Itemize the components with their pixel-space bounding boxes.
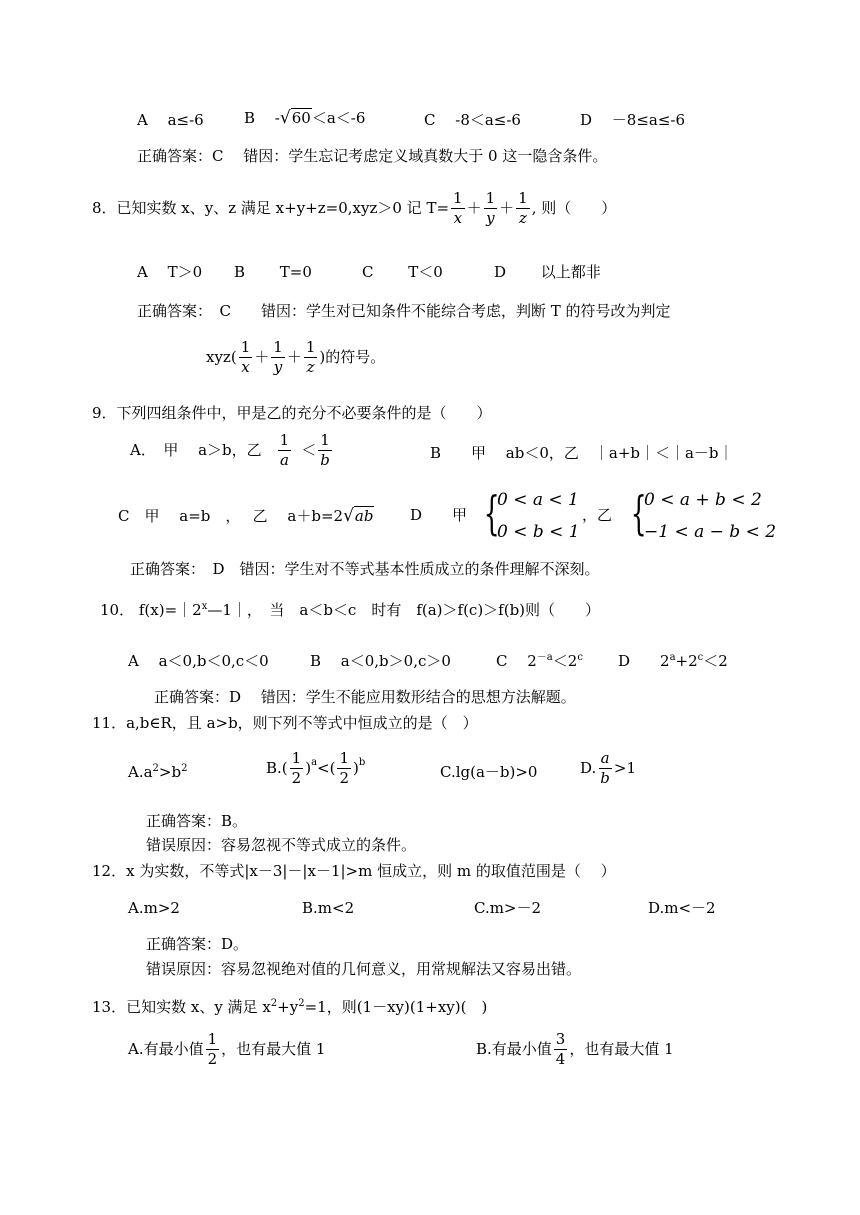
q11-option-c: C.lg(a－b)>0: [440, 763, 538, 781]
q8-option-d: D 以上都非: [494, 263, 601, 281]
q9-answer: 正确答案： D 错因：学生对不等式基本性质成立的条件理解不深刻。: [130, 560, 600, 578]
q8-option-b: B T=0: [234, 263, 312, 281]
q8-option-a: A T＞0: [137, 263, 203, 281]
q11-answer: 正确答案：B。: [146, 812, 248, 830]
q8-answer: 正确答案： C 错因：学生对已知条件不能综合考虑，判断 T 的符号改为判定: [137, 302, 671, 320]
q7-answer: 正确答案：C 错因：学生忘记考虑定义域真数大于 0 这一隐含条件。: [137, 147, 608, 165]
q10-stem: 10． $f(x)=|2^x—1|$， 当 a＜b＜c 时有 f(a)＞f(c)＞f(b)则（ ）: [100, 601, 601, 619]
q13-stem: 13．已知实数 x、y 满足 $x^2+y^2=1$，则(1－xy)(1+xy)( ): [92, 998, 488, 1016]
q11-error-reason: 错误原因：容易忽视不等式成立的条件。: [146, 836, 417, 854]
q7-option-d: D －8≤a≤-6: [580, 111, 686, 129]
q7-option-a: A a≤-6: [137, 111, 204, 129]
q12-option-c: C.m>－2: [474, 899, 542, 917]
q8-stem: 8．已知实数 x、y、z 满足 x+y+z=0,xyz＞0 记 T= $\frac{1}{x}$ ＋ 1 y ＋ 1 z , 则（ ）: [92, 189, 617, 228]
q8-option-c: C T＜0: [362, 263, 443, 281]
q10-option-b: B a＜0,b＞0,c＞0: [310, 652, 451, 670]
q8-answer-cont: xyz( 1 x ＋ 1 y ＋ 1 z )的符号。: [206, 338, 386, 377]
q12-option-b: B.m<2: [302, 899, 355, 917]
q9-option-a: A． 甲 a＞b，乙 1 a ＜ 1 b: [130, 431, 330, 470]
q7-option-c: C -8＜a≤-6: [424, 111, 521, 129]
q12-option-d: D.m<－2: [648, 899, 716, 917]
q9-stem: 9．下列四组条件中，甲是乙的充分不必要条件的是（ ）: [92, 404, 492, 422]
q7-option-b: B -√60＜a＜-6: [244, 108, 366, 128]
q10-answer: 正确答案：D 错因：学生不能应用数形结合的思想方法解题。: [154, 688, 576, 706]
q9-system-jia: { 0 < a < 1 0 < b < 1: [483, 486, 580, 542]
q12-option-a: A.m>2: [128, 899, 180, 917]
q9-option-c: C 甲 a=b ， 乙 a＋b=2√ab: [118, 506, 374, 526]
q11-option-d: D. a b >1: [580, 749, 636, 788]
q12-stem: 12．x 为实数，不等式|x－3|－|x－1|>m 恒成立，则 m 的取值范围是（ ）: [92, 862, 616, 880]
q12-answer: 正确答案：D。: [146, 935, 249, 953]
q9-option-b: B 甲 ab＜0，乙 ｜a+b｜＜｜a－b｜: [430, 444, 734, 462]
q11-option-b: B.( 1 2 ) $^a$ <( 1 2 ) $^b$: [266, 749, 366, 788]
q9-option-d-label: D 甲: [410, 506, 468, 524]
q9-system-yi: { 0 < a + b < 2 −1 < a − b < 2: [630, 486, 777, 542]
q10-option-c: C $2^{-a}<2^c$: [496, 652, 583, 670]
q12-error-reason: 错误原因：容易忽视绝对值的几何意义，用常规解法又容易出错。: [146, 960, 582, 978]
q10-option-d: D $2^a+2^c<2$: [618, 652, 728, 670]
q11-stem: 11．a,b∈R，且 a>b，则下列不等式中恒成立的是（ ）: [92, 714, 478, 732]
q13-option-a: A.有最小值 1 2 ，也有最大值 1: [128, 1030, 326, 1069]
q11-option-a: $A.a^2>b^2$: [128, 763, 188, 781]
q9-comma-yi: ，乙: [582, 506, 613, 524]
q10-option-a: A a＜0,b＜0,c＜0: [128, 652, 269, 670]
q13-option-b: B.有最小值 3 4 ，也有最大值 1: [476, 1030, 674, 1069]
